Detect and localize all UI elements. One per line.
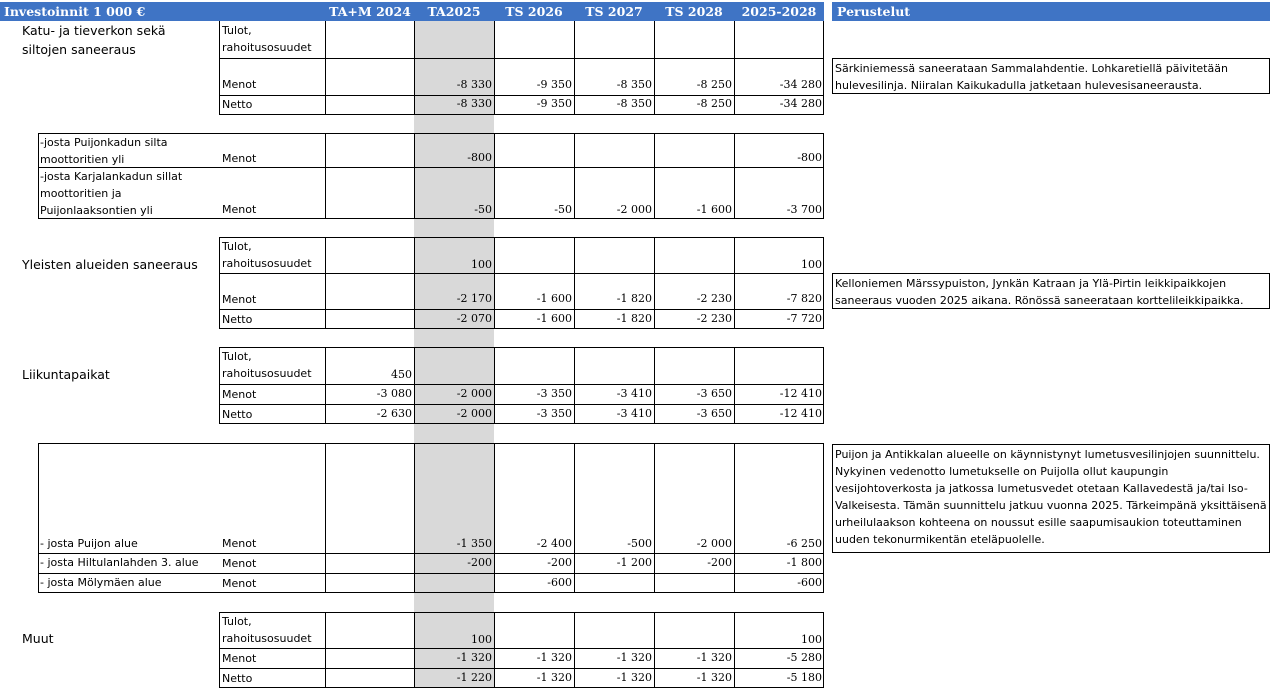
value-total-2025-2028: -5 180 [786, 671, 822, 684]
value-total-2025-2028: -7 720 [786, 312, 822, 325]
grid-line [654, 237, 655, 329]
row-label-menot: Menot [222, 293, 257, 306]
grid-line [654, 133, 655, 219]
grid-line [654, 443, 655, 593]
row-label-hiltulanlahti: - josta Hiltulanlahden 3. alue [40, 556, 199, 569]
grid-line [494, 347, 495, 424]
row-label-menot: Menot [222, 652, 257, 665]
row-label-menot: Menot [222, 78, 257, 91]
col-header-ts-2028: TS 2028 [665, 4, 723, 19]
value-ts-2027: -1 820 [616, 292, 652, 305]
value-total-2025-2028: 100 [801, 258, 822, 271]
notes-header: Perustelut [837, 4, 911, 19]
grid-line [734, 133, 735, 219]
grid-line [38, 443, 824, 444]
value-ts-2026: -9 350 [536, 78, 572, 91]
grid-line [574, 133, 575, 219]
col-header-2025-2028: 2025-2028 [741, 4, 817, 19]
row-label-netto: Netto [222, 408, 253, 421]
grid-line [219, 612, 220, 688]
value-total-2025-2028: 100 [801, 633, 822, 646]
grid-line [414, 612, 415, 688]
grid-line [823, 443, 824, 593]
section-title-katu-text: Katu- ja tieverkon sekä siltojen saneeraus [22, 23, 166, 57]
value-ts-2028: -8 250 [696, 97, 732, 110]
grid-line [734, 347, 735, 424]
value-ts-2028: -8 250 [696, 78, 732, 91]
value-ta-2025: -2 000 [456, 407, 492, 420]
col-header-ta-m-2024: TA+M 2024 [329, 4, 411, 19]
grid-line [325, 612, 326, 688]
value-total-2025-2028: -5 280 [786, 651, 822, 664]
grid-line [494, 133, 495, 219]
value-ta-2025: -8 330 [456, 97, 492, 110]
value-ta-2025: -8 330 [456, 78, 492, 91]
row-label-netto: Netto [222, 672, 253, 685]
row-label-karjalankatu: -josta Karjalankadun sillat moottoritien ja Puijonlaaksontien yli [40, 170, 183, 217]
grid-line [414, 237, 415, 329]
grid-line [494, 237, 495, 329]
row-label-puijo: - josta Puijon alue [40, 537, 138, 550]
grid-line [734, 443, 735, 593]
row-label-puijonkatu: -josta Puijonkadun silta moottoritien yli [40, 136, 168, 166]
value-ts-2028: -3 650 [696, 407, 732, 420]
grid-line [219, 237, 220, 329]
value-ta-m-2024: -2 630 [376, 407, 412, 420]
row-label-menot: Menot [222, 203, 257, 216]
row-label-menot: Menot [222, 557, 257, 570]
grid-line [325, 133, 326, 219]
value-total-2025-2028: -34 280 [779, 97, 822, 110]
value-ta-2025: -2 070 [456, 312, 492, 325]
grid-line [574, 443, 575, 593]
value-ts-2027: -1 320 [616, 671, 652, 684]
value-total-2025-2028: -12 410 [779, 407, 822, 420]
grid-line [734, 21, 735, 115]
value-ta-2025: 100 [471, 633, 492, 646]
value-ta-2025: -1 220 [456, 671, 492, 684]
value-ta-2025: -2 000 [456, 387, 492, 400]
value-ta-2025: -50 [474, 203, 492, 216]
grid-line [574, 21, 575, 115]
value-ts-2028: -1 320 [696, 671, 732, 684]
grid-line [414, 21, 415, 115]
grid-line [734, 612, 735, 688]
row-label-menot: Menot [222, 537, 257, 550]
value-ts-2026: -600 [547, 576, 572, 589]
value-ts-2026: -200 [547, 556, 572, 569]
grid-line [219, 347, 220, 424]
section-title-yleiset: Yleisten alueiden saneeraus [22, 257, 198, 272]
value-ts-2026: -1 320 [536, 651, 572, 664]
note-yleiset: Kelloniemen Märssypuiston, Jynkän Katraan ja Ylä-Pirtin leikkipaikkojen saneeraus vuoden 2025 aikana. Rönössä saneerataan korttelileikkipaikka. [832, 273, 1270, 309]
value-ts-2028: -3 650 [696, 387, 732, 400]
value-ts-2026: -3 350 [536, 407, 572, 420]
row-label-menot: Menot [222, 388, 257, 401]
grid-line [414, 133, 415, 219]
grid-line [823, 133, 824, 219]
grid-line [494, 443, 495, 593]
row-label-tulot: Tulot, rahoitusosuudet [222, 615, 312, 645]
value-ts-2028: -2 230 [696, 292, 732, 305]
row-label-netto: Netto [222, 313, 253, 326]
grid-line [823, 347, 824, 424]
grid-line [654, 347, 655, 424]
value-ts-2026: -1 600 [536, 312, 572, 325]
value-total-2025-2028: -7 820 [786, 292, 822, 305]
col-header-ta-2025: TA2025 [427, 4, 481, 19]
value-total-2025-2028: -6 250 [786, 537, 822, 550]
grid-line [494, 612, 495, 688]
grid-line [574, 347, 575, 424]
grid-line [823, 237, 824, 329]
grid-line [325, 347, 326, 424]
grid-line [38, 133, 39, 219]
value-ts-2027: -1 320 [616, 651, 652, 664]
col-header-ts-2027: TS 2027 [585, 4, 643, 19]
grid-line [494, 21, 495, 115]
value-ta-2025: -2 170 [456, 292, 492, 305]
value-ta-2025: -800 [467, 151, 492, 164]
section-title-muut: Muut [22, 631, 54, 646]
section-title-katu [22, 21, 212, 59]
grid-line [219, 95, 824, 96]
row-label-netto: Netto [222, 98, 253, 111]
row-label-tulot: Tulot, rahoitusosuudet [222, 240, 312, 270]
value-ts-2026: -1 320 [536, 671, 572, 684]
value-total-2025-2028: -1 800 [786, 556, 822, 569]
value-ts-2027: -1 820 [616, 312, 652, 325]
value-total-2025-2028: -800 [797, 151, 822, 164]
value-ts-2026: -50 [554, 203, 572, 216]
note-katu: Särkiniemessä saneerataan Sammalahdentie. Lohkaretiellä päivitetään hulevesilinja. Niiralan Kaikukadulla jatketaan hulevesisaneerausta. [832, 58, 1270, 94]
row-label-tulot: Tulot, rahoitusosuudet [222, 24, 312, 54]
grid-line [325, 21, 326, 115]
grid-line [219, 21, 220, 115]
grid-line [414, 443, 415, 593]
grid-line [219, 58, 824, 59]
value-ta-2025: 100 [471, 258, 492, 271]
grid-line [38, 592, 824, 593]
value-ta-2025: -200 [467, 556, 492, 569]
col-header-ts-2026: TS 2026 [505, 4, 563, 19]
current-year-column-shade [414, 21, 494, 688]
table-title: Investoinnit 1 000 € [4, 4, 146, 19]
value-ts-2026: -3 350 [536, 387, 572, 400]
value-ts-2028: -2 000 [696, 537, 732, 550]
grid-line [325, 237, 326, 329]
grid-line [574, 237, 575, 329]
grid-line [414, 347, 415, 424]
row-label-tulot: Tulot, rahoitusosuudet [222, 350, 312, 380]
value-ts-2026: -1 600 [536, 292, 572, 305]
note-alueet: Puijon ja Antikkalan alueelle on käynnistynyt lumetusvesilinjojen suunnittelu. Nykyinen vedenotto lumetukselle on Puijolla ollut kaupungin vesijohtoverkosta ja jatkossa lumetusvedet otetaan Kallavedestä ja/tai Iso-Valkeisesta. Tämän suunnittelu jatkuu vuonna 2025. Tärkeimpänä yksittäisenä urheilulaakson kohteena on noussut esille saapumisaukion toteuttaminen uuden tekonurmikentän eteläpuolelle. [832, 444, 1270, 553]
grid-line [654, 612, 655, 688]
value-ts-2026: -2 400 [536, 537, 572, 550]
grid-line [325, 443, 326, 593]
value-ta-m-2024: -3 080 [376, 387, 412, 400]
row-label-molymaki: - josta Mölymäen alue [40, 576, 162, 589]
value-ts-2027: -8 350 [616, 97, 652, 110]
grid-line [38, 443, 39, 593]
value-ta-2025: -1 320 [456, 651, 492, 664]
value-ts-2027: -1 200 [616, 556, 652, 569]
row-label-menot: Menot [222, 577, 257, 590]
grid-line [574, 612, 575, 688]
value-ts-2027: -3 410 [616, 407, 652, 420]
value-ts-2027: -3 410 [616, 387, 652, 400]
row-label-menot: Menot [222, 152, 257, 165]
grid-line [654, 21, 655, 115]
value-ts-2027: -2 000 [616, 203, 652, 216]
value-total-2025-2028: -3 700 [786, 203, 822, 216]
value-total-2025-2028: -12 410 [779, 387, 822, 400]
value-ts-2028: -1 320 [696, 651, 732, 664]
value-ts-2026: -9 350 [536, 97, 572, 110]
grid-line [823, 612, 824, 688]
grid-line [734, 237, 735, 329]
value-ts-2027: -8 350 [616, 78, 652, 91]
value-ts-2028: -200 [707, 556, 732, 569]
value-ts-2028: -2 230 [696, 312, 732, 325]
value-total-2025-2028: -34 280 [779, 78, 822, 91]
value-ts-2028: -1 600 [696, 203, 732, 216]
grid-line [823, 21, 824, 115]
section-title-liikunta: Liikuntapaikat [22, 367, 110, 382]
value-ts-2027: -500 [627, 537, 652, 550]
grid-line [219, 114, 824, 115]
value-ta-2025: -1 350 [456, 537, 492, 550]
value-total-2025-2028: -600 [797, 576, 822, 589]
value-ta-m-2024: 450 [391, 368, 412, 381]
